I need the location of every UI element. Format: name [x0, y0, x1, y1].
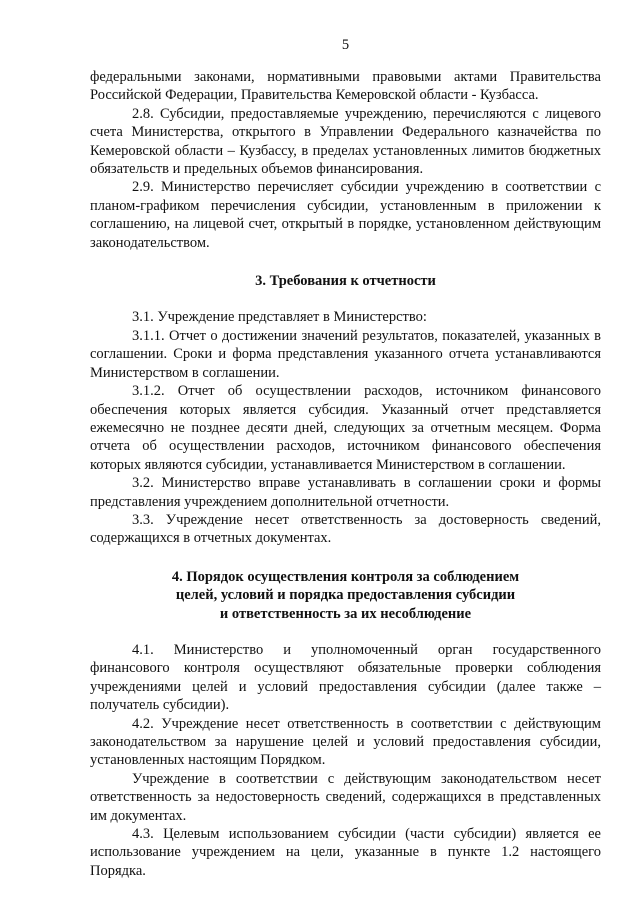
paragraph-2-8: 2.8. Субсидии, предоставляемые учреждению, перечисляются с лицевого счета Министерства, открытого в Управлении Федерального казначейства по Кемеровской области – Кузбассу, в пределах установленных лимитов бюджетных обязательств и предельных объемов финансирования. [90, 105, 601, 178]
section-3-heading: 3. Требования к отчетности [255, 273, 436, 290]
section-4-heading-line-1: 4. Порядок осуществления контроля за соблюдением [171, 568, 520, 585]
paragraph-4-3: 4.3. Целевым использованием субсидии (части субсидии) является ее использование учреждением на цели, указанные в пункте 1.2 настоящего Порядка. [90, 826, 601, 879]
section-4-heading-line-3: и ответственность за их несоблюдение [219, 605, 472, 622]
spacer [90, 623, 601, 641]
paragraph-2-9: 2.9. Министерство перечисляет субсидии учреждению в соответствии с планом-графиком перечисления субсидии, установленным в приложении к соглашению, на лицевой счет, открытый в порядке, установленном действующим законодательством. [90, 179, 601, 251]
spacer [90, 252, 601, 272]
paragraph-3-1: 3.1. Учреждение представляет в Министерство: [132, 309, 427, 326]
paragraph-continuation: федеральными законами, нормативными правовыми актами Правительства Российской Федерации, Правительства Кемеровской области - Кузбасса. [90, 69, 601, 104]
paragraph-4-2-liability: Учреждение в соответствии с действующим законодательством несет ответственность за недостоверность сведений, содержащихся в представленных им документах. [90, 770, 601, 824]
paragraph-3-2: 3.2. Министерство вправе устанавливать в соглашении сроки и формы представления учреждением дополнительной отчетности. [90, 475, 601, 510]
paragraph-3-3: 3.3. Учреждение несет ответственность за достоверность сведений, содержащихся в отчетных документах. [90, 511, 601, 547]
spacer [90, 290, 601, 308]
page-number: 5 [341, 37, 350, 53]
paragraph-3-1-2: 3.1.2. Отчет об осуществлении расходов, источником финансового обеспечения которых является субсидия. Указанный отчет представляется ежемесячно не позднее десяти дней, следующих за отчетным месяцем. Форма отчета об осуществлении расходов, источником финансового обеспечения которых являются субсидии, устанавливается Министерством в соглашении. [90, 383, 601, 473]
spacer [90, 548, 601, 568]
section-4-heading-line-2: целей, условий и порядка предоставления субсидии [175, 587, 516, 604]
paragraph-4-1: 4.1. Министерство и уполномоченный орган государственного финансового контроля осуществляют обязательные проверки соблюдения учреждениями целей и условий предоставления субсидии (далее также – получатель субсидии). [90, 641, 601, 714]
paragraph-3-1-1: 3.1.1. Отчет о достижении значений результатов, показателей, указанных в соглашении. Сроки и форма представления указанного отчета устанавливаются Министерством в соглашении. [90, 327, 601, 381]
document-body [90, 68, 601, 880]
paragraph-4-2: 4.2. Учреждение несет ответственность в соответствии с действующим законодательством за нарушение целей и условий предоставления субсидии, установленных настоящим Порядком. [90, 715, 601, 769]
